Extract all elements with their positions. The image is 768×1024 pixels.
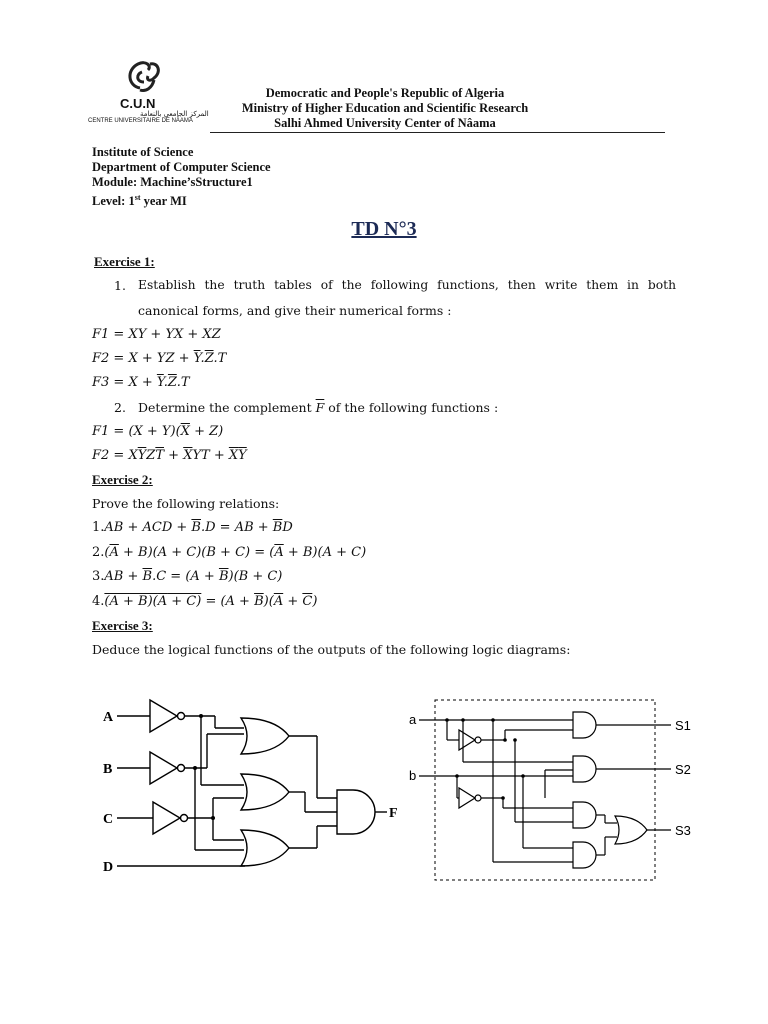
header-line-country: Democratic and People's Republic of Algeria — [265, 86, 505, 100]
diagram2-output-s1-label: S1 — [675, 718, 691, 733]
logic-diagram-1 — [95, 690, 405, 890]
exercise3-heading: Exercise 3: — [92, 618, 153, 633]
ex1-complement-f1-formula: $F1 = (X + Y)(\overline{X} + Z)$ — [92, 424, 224, 439]
level-sup: st — [134, 193, 141, 202]
not-gate-a — [150, 700, 185, 732]
diagram1-input-c-label: C — [103, 812, 114, 827]
diagram1-output-f-label: F — [389, 806, 398, 821]
diagram2-output-s2-label: S2 — [675, 762, 691, 777]
ex1-complement-f2-formula: $F2 = X\overline{Y}Z\overline{T} + \overline{X}YT + \overline{X}\overline{Y}$ — [92, 448, 247, 463]
diagram2-not-gate-a — [459, 730, 475, 750]
diagram1-input-d-label: D — [103, 860, 114, 875]
diagram2-input-b-label: b — [409, 768, 417, 783]
ex1-f3-formula: $F3 = X + \overline{Y}.\overline{Z}.T$ — [92, 375, 190, 390]
not-gate-b — [150, 752, 185, 784]
diagram2-not-gate-b — [459, 788, 475, 808]
exercise3-intro: Deduce the logical functions of the outputs of the following logic diagrams: — [92, 642, 571, 657]
level-prefix: Level: 1 — [92, 194, 135, 209]
diagram2-output-s3-label: S3 — [675, 823, 691, 838]
ex2-relation-2: $2.(\overline{A} + B)(A + C)(B + C) = (\overline{A} + B)(A + C)$ — [92, 545, 367, 560]
not-gate-c — [153, 802, 188, 834]
exercise1-q2-number: 2. — [114, 400, 126, 415]
q2-text-b: of the following functions : — [324, 400, 499, 415]
exercise1-q1-number: 1. — [114, 278, 126, 293]
module-text: Module: Machine’sStructure1 — [92, 175, 253, 189]
logo-acronym: C.U.N — [120, 96, 156, 111]
institute-text: Institute of Science — [92, 145, 194, 159]
header-line-ministry: Ministry of Higher Education and Scientific Research — [241, 101, 529, 115]
q2-text-a: Determine the complement — [138, 400, 316, 415]
exercise2-heading: Exercise 2: — [92, 472, 153, 487]
page-title: TD N°3 — [351, 218, 417, 240]
ex2-relation-4: $4.(A + B)(A + C) = (A + \overline{B})(\overline{A} + \overline{C})$ — [92, 594, 318, 609]
exercise1-q1-line2: canonical forms, and give their numerical forms : — [138, 303, 452, 318]
ex1-f2-formula: F2 = X + YZ + $\overline{Y}.\overline{Z}.T$ — [92, 351, 227, 366]
exercise1-q2-text — [138, 400, 498, 415]
diagram2-input-a-label: a — [409, 712, 417, 727]
header-line-university: Salhi Ahmed University Center of Nâama — [274, 116, 496, 130]
header-rule — [210, 132, 665, 133]
level-text — [92, 190, 187, 209]
logo-french-text: CENTRE UNIVERSITAIRE DE NÂAMA — [88, 118, 193, 124]
level-suffix: year MI — [140, 194, 187, 209]
department-text: Department of Computer Science — [92, 160, 271, 174]
logic-diagram-2 — [405, 696, 705, 886]
diagram1-input-a-label: A — [103, 710, 114, 725]
diagram1-input-b-label: B — [103, 762, 113, 777]
exercise1-q1-line1: Establish the truth tables of the following functions, then write them in both — [138, 278, 676, 292]
exercise2-intro: Prove the following relations: — [92, 496, 280, 511]
ex1-f1-formula: F1 = XY + YX + XZ — [92, 327, 221, 342]
exercise1-heading: Exercise 1: — [94, 254, 155, 269]
ex2-relation-3: $3.AB + \overline{B}.C = (A + \overline{B})(B + C)$ — [92, 569, 283, 584]
logo-arabic-text: المركز الجامعي بالنعامة — [140, 110, 209, 118]
ex2-relation-1: 1.AB + ACD + $\overline{B}.D$ = AB + $\overline{B}D$ — [92, 520, 293, 535]
q2-F: $\overline{F}$ — [315, 400, 325, 415]
